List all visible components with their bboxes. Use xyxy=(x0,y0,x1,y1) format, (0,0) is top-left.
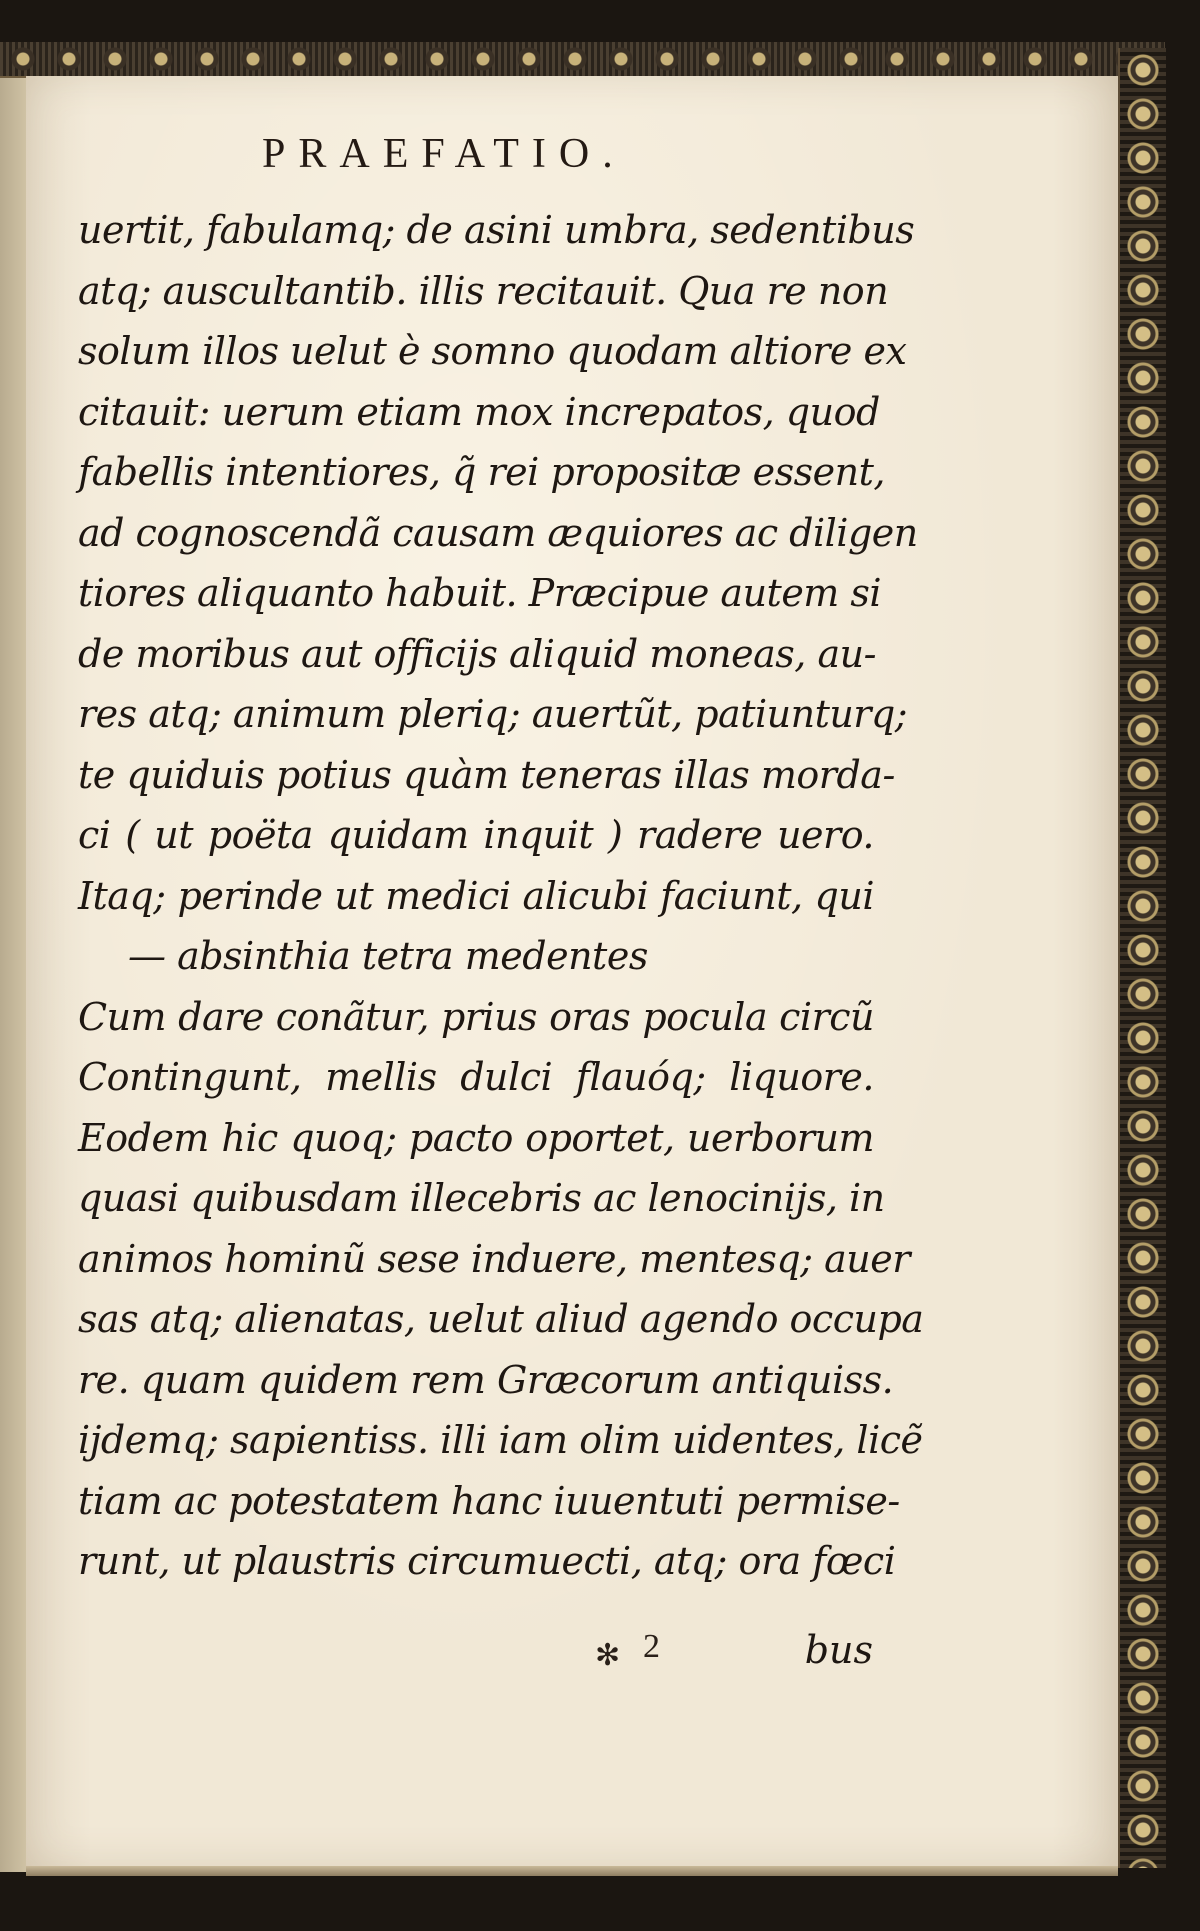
text-line: — absinthia tetra medentes xyxy=(128,934,648,978)
text-line: res atq; animum pleriq; auertũt, patiunturq; xyxy=(78,692,908,736)
text-line: atq; auscultantib. illis recitauit. Qua re non xyxy=(78,268,889,313)
text-line: te quiduis potius quàm teneras illas morda- xyxy=(78,752,895,797)
signature-star-icon: ✻ xyxy=(595,1638,621,1673)
text-block xyxy=(78,200,924,1592)
text-line: sas atq; alienatas, uelut aliud agendo occupa xyxy=(78,1297,924,1341)
text-line: Eodem hic quoq; pacto oportet, uerborum xyxy=(78,1115,874,1160)
text-line: quasi quibusdam illecebris ac lenocinijs, in xyxy=(78,1176,885,1220)
text-line: Contingunt, mellis dulci flauóq; liquore. xyxy=(78,1055,874,1099)
page-bottom-edge xyxy=(26,1866,1118,1876)
text-line: citauit: uerum etiam mox increpatos, quod xyxy=(78,389,880,434)
catchword: bus xyxy=(804,1628,873,1672)
text-line: ci ( ut poëta quidam inquit ) radere uero. xyxy=(78,813,874,857)
text-line: animos hominũ sese induere, mentesq; auer xyxy=(78,1236,910,1281)
text-line: tiores aliquanto habuit. Præcipue autem si xyxy=(78,571,882,615)
text-line: tiam ac potestatem hanc iuuentuti permise- xyxy=(78,1478,900,1523)
text-line: fabellis intentiores, q̃ rei propositæ essent, xyxy=(78,450,885,494)
gilt-border-top xyxy=(0,42,1165,78)
gilt-spine-edge xyxy=(1118,48,1166,1868)
text-line: runt, ut plaustris circumuecti, atq; ora fœci xyxy=(78,1539,896,1583)
text-line: re. quam quidem rem Græcorum antiquiss. xyxy=(78,1357,894,1402)
text-line: Itaq; perinde ut medici alicubi faciunt, qui xyxy=(78,873,874,918)
signature-line xyxy=(595,1630,875,1690)
text-line: uertit, fabulamq; de asini umbra, sedentibus xyxy=(78,208,915,252)
running-title: PRAEFATIO. xyxy=(262,131,626,177)
text-line: ad cognoscendã causam æquiores ac diligen xyxy=(78,510,918,555)
text-line: de moribus aut officijs aliquid moneas, au- xyxy=(78,631,876,676)
text-line: solum illos uelut è somno quodam altiore ex xyxy=(78,329,907,373)
previous-page-edge xyxy=(0,62,26,1872)
text-line: Cum dare conãtur, prius oras pocula circũ xyxy=(78,994,874,1039)
signature-mark: 2 xyxy=(643,1628,660,1665)
text-line: ijdemq; sapientiss. illi iam olim uidentes, licẽ xyxy=(78,1418,923,1462)
